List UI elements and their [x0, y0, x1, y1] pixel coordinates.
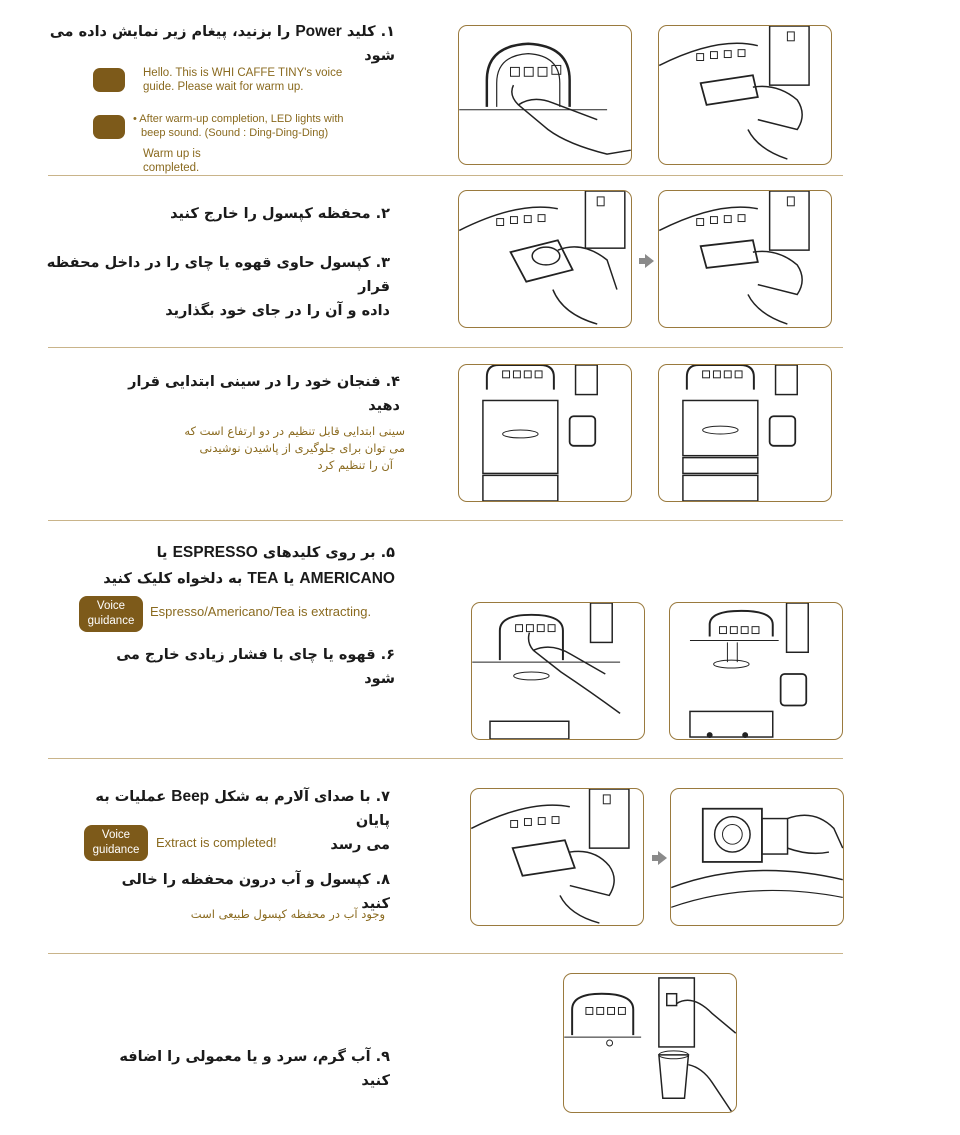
step7-num: ۷. [375, 789, 390, 805]
voice-badge-2 [93, 115, 125, 139]
step7-keyword: Beep [171, 788, 210, 805]
step4-image-tray-high [658, 364, 832, 502]
step1-guide3 [143, 147, 263, 175]
step8-title: ۸. کپسول و آب درون محفظه را خالی کنید [121, 872, 390, 912]
step5-text-d: به دلخواه کلیک کنید [103, 571, 243, 587]
separator-5 [48, 953, 843, 954]
machine-front-icon [459, 365, 631, 501]
step2-image-insert-capsule [458, 190, 632, 328]
step5-num: ۵. [380, 545, 395, 561]
step9-image-water [563, 973, 737, 1113]
step1-guide3-line2: completed. [143, 162, 200, 174]
voice-guidance-badge-7 [84, 825, 148, 861]
step6-title: ۶. قهوه یا چای با فشار زیادی خارج می شود [116, 647, 395, 687]
step5-line1 [60, 540, 395, 566]
separator-3 [48, 520, 843, 521]
step7-text-a: با صدای آلارم به شکل [214, 789, 371, 805]
capsule-drawer-icon [671, 789, 843, 925]
step4-note-line3: آن را تنظیم کرد [317, 458, 393, 472]
hand-press-icon [459, 26, 631, 164]
step1-image-open-drawer [658, 25, 832, 165]
step4-image-tray-low [458, 364, 632, 502]
step1-num: ۱. [380, 24, 395, 40]
separator-1 [48, 175, 843, 176]
step7-guide: Extract is completed! [156, 835, 277, 850]
step5-line2 [60, 566, 395, 592]
step9-title: ۹. آب گرم، سرد و یا معمولی را اضافه کنید [119, 1049, 390, 1089]
step5-kw-tea: TEA [247, 570, 279, 587]
arrow-right-icon [658, 851, 667, 865]
step3-line1: ۳. کپسول حاوی قهوه یا چای را در داخل محفظه قرار [46, 255, 390, 295]
step4-note [170, 423, 405, 474]
voice-badge-5-line1: Voice [96, 600, 126, 612]
step1-guide3-line1: Warm up is [143, 148, 201, 160]
step1-guide2-line1: • After warm-up completion, LED lights with [133, 113, 344, 125]
step5-kw-espresso: ESPRESSO [172, 544, 258, 561]
separator-2 [48, 347, 843, 348]
step5-text-a: بر روی کلیدهای [262, 545, 376, 561]
step5-title [60, 540, 395, 592]
step1-guide1: Hello. This is WHI CAFFE TINY's voice guide. Please wait for warm up. [143, 67, 343, 93]
voice-badge-7-line2: guidance [92, 844, 140, 856]
step4-note-line2: می توان برای جلوگیری از پاشیدن نوشیدنی [199, 441, 405, 455]
voice-badge-7-line1: Voice [101, 829, 131, 841]
step4-note-line1: سینی ابتدایی قابل تنظیم در دو ارتفاع است که [184, 424, 405, 438]
step7-text-b: عملیات به پایان [95, 789, 390, 829]
step5-text-c: یا [283, 571, 295, 587]
separator-4 [48, 758, 843, 759]
step7-image-pull-drawer [470, 788, 644, 926]
step3-image-close-drawer [658, 190, 832, 328]
step5-image-press-button [471, 602, 645, 740]
step3-title [40, 251, 390, 323]
step1-keyword: Power [295, 23, 342, 40]
capsule-drawer-icon [659, 191, 831, 327]
step1-text-a: کلید [346, 24, 376, 40]
capsule-drawer-icon [459, 191, 631, 327]
step1-guide2-line2: beep sound. (Sound : Ding-Ding-Ding) [141, 127, 329, 139]
hand-press-icon [472, 603, 644, 739]
capsule-drawer-icon [659, 26, 831, 164]
step8-image-empty-capsule [670, 788, 844, 926]
step1-title [40, 20, 395, 68]
machine-front-icon [659, 365, 831, 501]
voice-badge-1 [93, 68, 125, 92]
voice-badge-5-line2: guidance [87, 615, 135, 627]
step5-guide: Espresso/Americano/Tea is extracting. [150, 604, 372, 619]
capsule-drawer-icon [471, 789, 643, 925]
step2-title: ۲. محفظه کپسول را خارج کنید [170, 206, 390, 222]
voice-guidance-badge-5 [79, 596, 143, 632]
step7-line2: می رسد [330, 837, 390, 853]
step5-text-b: یا [156, 545, 168, 561]
arrow-right-icon [645, 254, 654, 268]
step4-title: ۴. فنجان خود را در سینی ابتدایی قرار دهید [128, 374, 400, 414]
step1-guide2 [133, 112, 353, 140]
step1-image-press-power [458, 25, 632, 165]
machine-front-icon [670, 603, 842, 739]
cup-icon [564, 974, 736, 1112]
step8-note: وجود آب در محفظه کپسول طبیعی است [190, 907, 385, 921]
step3-line2: داده و آن را در جای خود بگذارید [165, 303, 390, 319]
step1-text-b: را بزنید، پیغام زیر نمایش داده می شود [49, 24, 395, 64]
step6-image-extracting [669, 602, 843, 740]
step5-kw-americano: AMERICANO [299, 570, 395, 587]
